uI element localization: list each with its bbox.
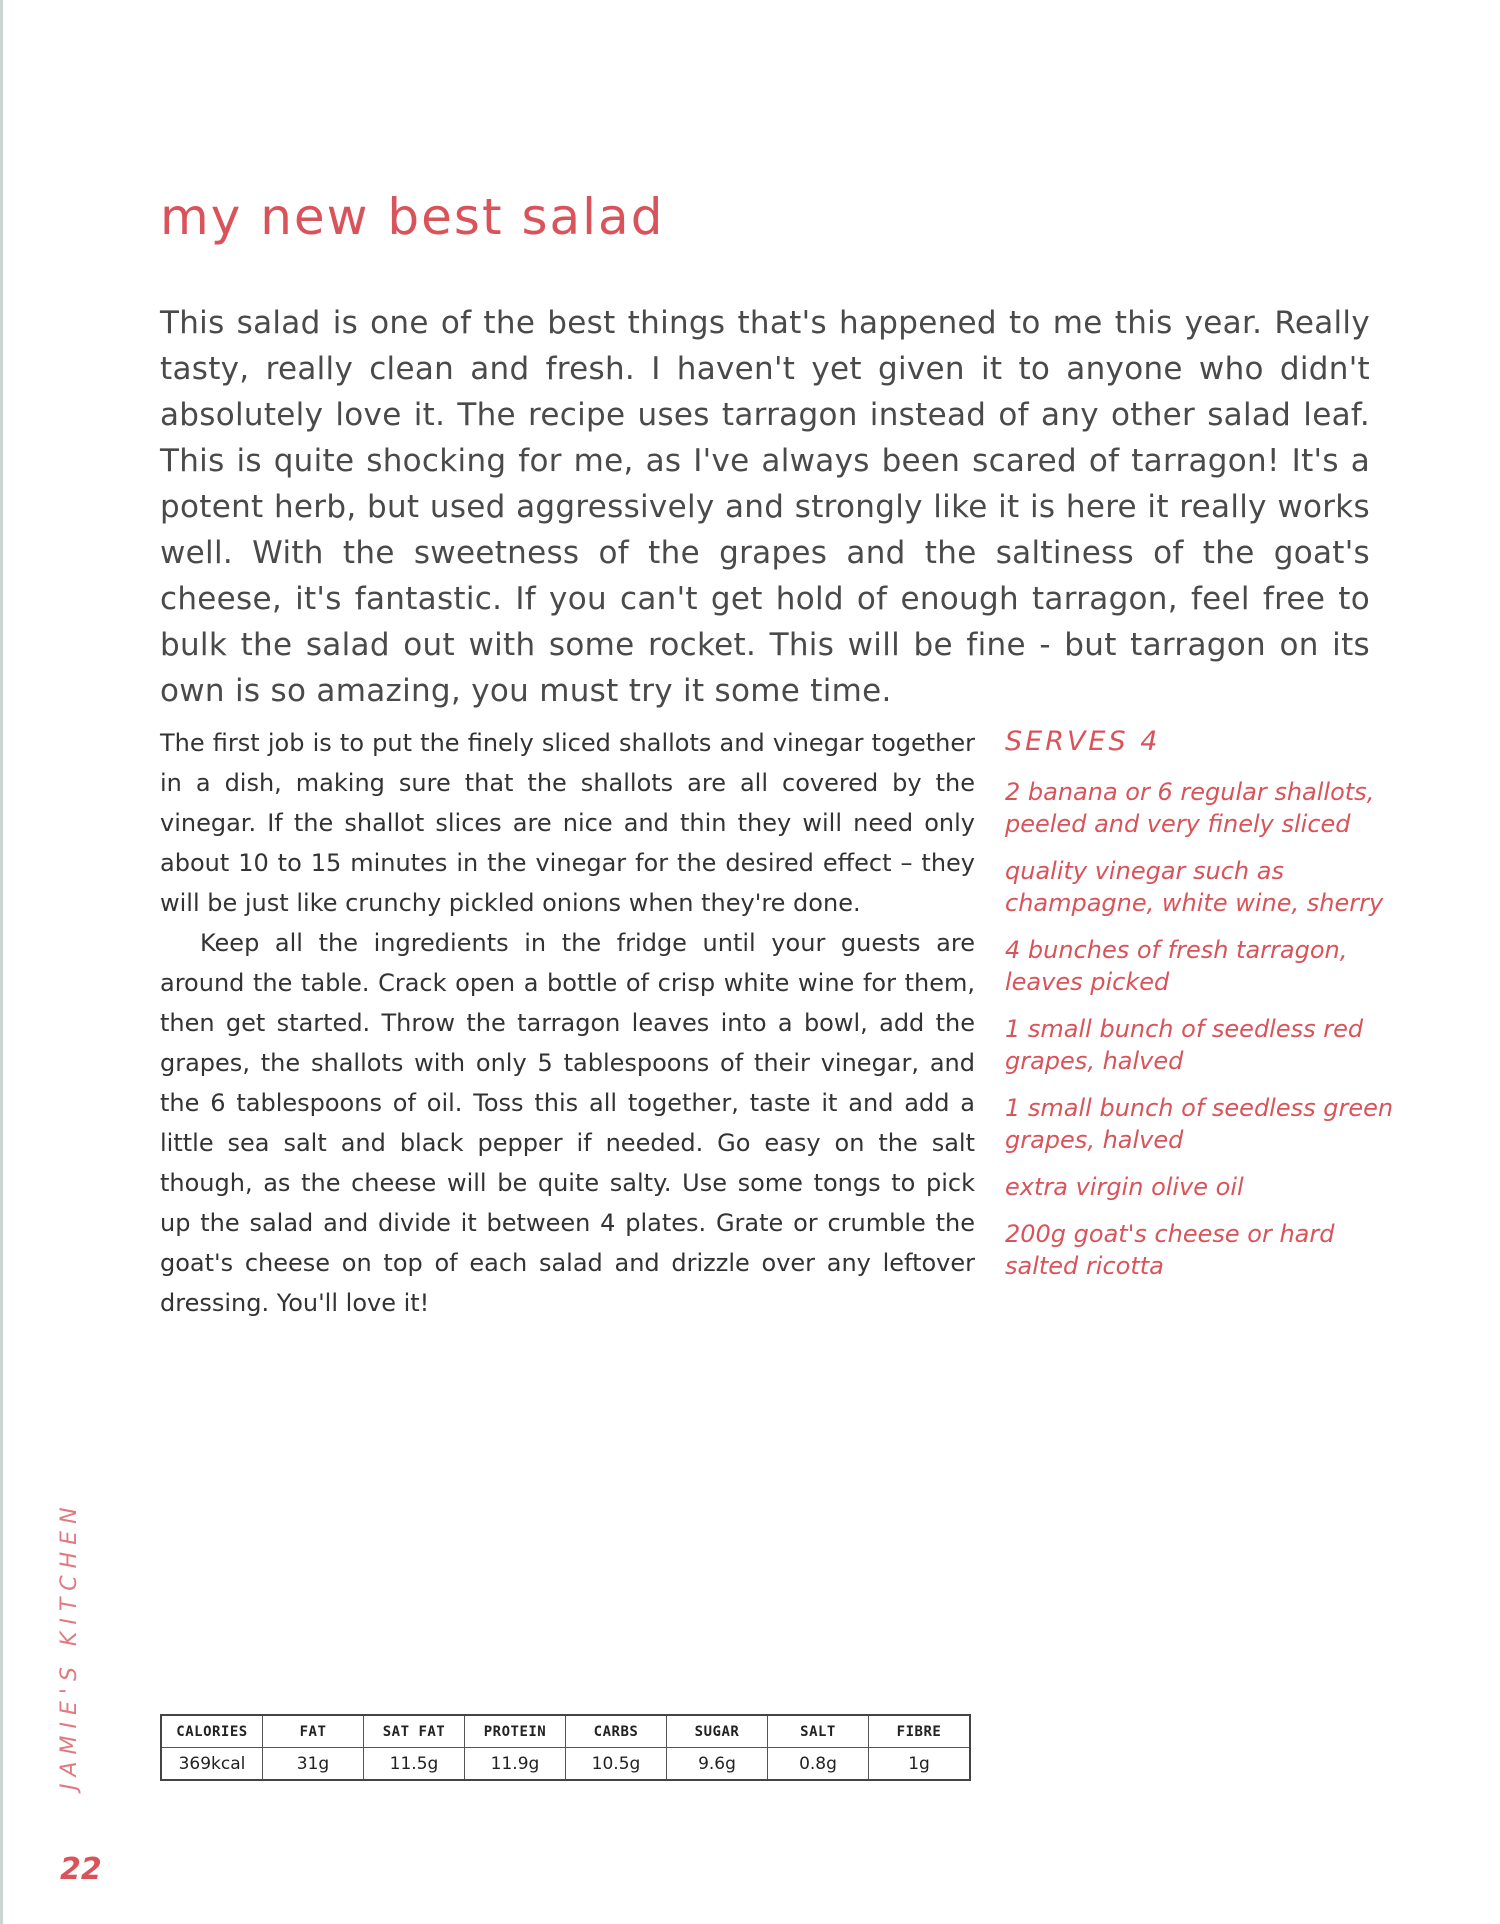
nutrition-header: PROTEIN (465, 1715, 566, 1748)
nutrition-value: 9.6g (667, 1748, 768, 1781)
nutrition-value: 11.5g (364, 1748, 465, 1781)
book-title-side-label: JAMIE'S KITCHEN (57, 1500, 82, 1790)
method-paragraph-1: The first job is to put the finely sliced shallots and vinegar together in a dish, making sure that the shallots are all covered by the vinegar. If the shallot slices are nice and thin they will need only about 10 to 15 minutes in the vinegar for the desired effect – they will be just like crunchy pickled onions when they're done. (160, 729, 975, 917)
method-section (160, 723, 975, 1323)
nutrition-table (160, 1714, 971, 1781)
nutrition-value: 31g (263, 1748, 364, 1781)
nutrition-header: CALORIES (161, 1715, 263, 1748)
ingredient-item: extra virgin olive oil (1005, 1173, 1244, 1201)
ingredient-item: 1 small bunch of seedless red grapes, halved (1005, 1015, 1364, 1075)
ingredient-item: quality vinegar such as champagne, white wine, sherry (1005, 857, 1384, 917)
nutrition-header: CARBS (566, 1715, 667, 1748)
nutrition-value: 369kcal (161, 1748, 263, 1781)
method-paragraph-2: Keep all the ingredients in the fridge until your guests are around the table. Crack open a bottle of crisp white wine for them, then get started. Throw the tarragon leaves into a bowl, add the grapes, the shallots with only 5 tablespoons of their vinegar, and the 6 tablespoons of oil. Toss this all together, taste it and add a little sea salt and black pepper if needed. Go easy on the salt though, as the cheese will be quite salty. Use some tongs to pick up the salad and divide it between 4 plates. Grate or crumble the goat's cheese on top of each salad and drizzle over any leftover dressing. You'll love it! (160, 929, 975, 1317)
nutrition-header: SUGAR (667, 1715, 768, 1748)
nutrition-header: SALT (768, 1715, 869, 1748)
nutrition-value: 11.9g (465, 1748, 566, 1781)
ingredients-section (1005, 725, 1405, 1297)
nutrition-header: SAT FAT (364, 1715, 465, 1748)
recipe-title: my new best salad (160, 188, 665, 246)
nutrition-header-row (161, 1715, 970, 1748)
nutrition-value: 10.5g (566, 1748, 667, 1781)
ingredient-item: 1 small bunch of seedless green grapes, halved (1005, 1094, 1394, 1154)
nutrition-value: 1g (869, 1748, 971, 1781)
ingredient-list (1005, 776, 1405, 1282)
ingredient-item: 200g goat's cheese or hard salted ricotta (1005, 1220, 1335, 1280)
serves-label: SERVES 4 (1005, 726, 1161, 757)
ingredient-item: 2 banana or 6 regular shallots, peeled and very finely sliced (1005, 778, 1375, 838)
nutrition-value-row (161, 1748, 970, 1781)
page-edge (0, 0, 3, 1924)
nutrition-header: FAT (263, 1715, 364, 1748)
nutrition-header: FIBRE (869, 1715, 971, 1748)
ingredient-item: 4 bunches of fresh tarragon, leaves picked (1005, 936, 1348, 996)
recipe-intro: This salad is one of the best things that's happened to me this year. Really tasty, really clean and fresh. I haven't yet given it to anyone who didn't absolutely love it. The recipe uses tarragon instead of any other salad leaf. This is quite shocking for me, as I've always been scared of tarragon! It's a potent herb, but used aggressively and strongly like it is here it really works well. With the sweetness of the grapes and the saltiness of the goat's cheese, it's fantastic. If you can't get hold of enough tarragon, feel free to bulk the salad out with some rocket. This will be fine - but tarragon on its own is so amazing, you must try it some time. (160, 305, 1370, 709)
page-number: 22 (60, 1852, 102, 1887)
nutrition-value: 0.8g (768, 1748, 869, 1781)
